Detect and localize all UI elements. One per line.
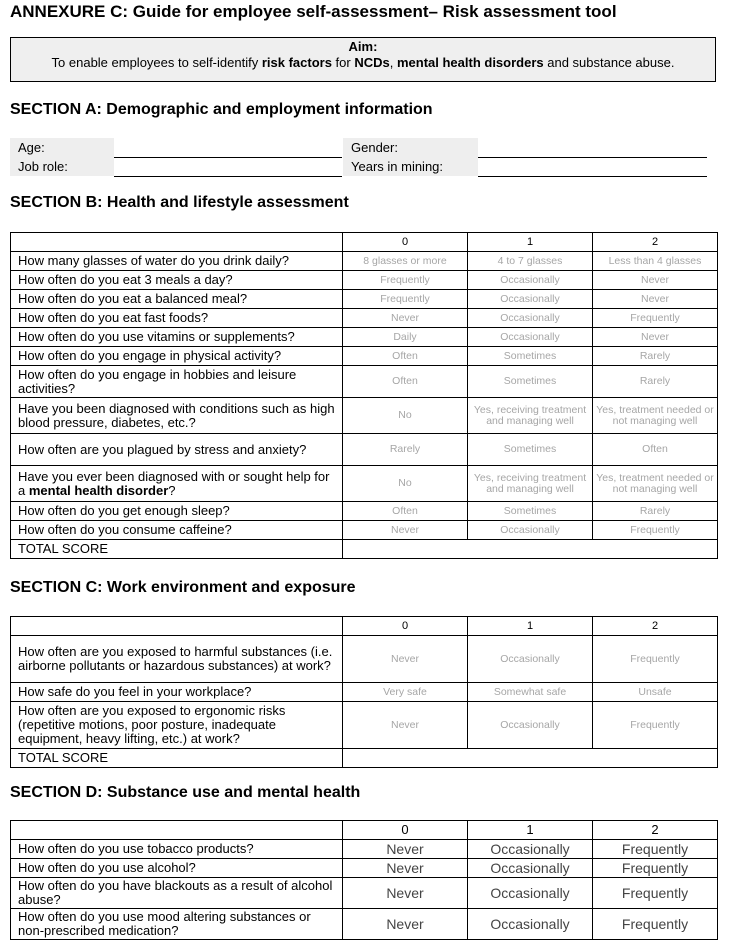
- aim-text: To enable employees to self-identify risk factors for NCDs, mental health disorders and substance abuse.: [51, 55, 675, 70]
- option-cell[interactable]: Sometimes: [468, 434, 593, 466]
- option-cell[interactable]: Occasionally: [468, 521, 593, 540]
- section-b-table: [10, 232, 718, 559]
- option-cell[interactable]: Yes, receiving treatment and managing well: [468, 398, 593, 434]
- section-c-table: [10, 616, 718, 768]
- table-row: [11, 502, 718, 521]
- option-cell[interactable]: Frequently: [593, 521, 718, 540]
- question-cell: How often are you exposed to harmful substances (i.e. airborne pollutants or hazardous substances) at work?: [11, 636, 343, 683]
- option-cell[interactable]: Occasionally: [468, 878, 593, 909]
- option-cell[interactable]: Yes, treatment needed or not managing well: [593, 466, 718, 502]
- question-cell: How often do you use vitamins or supplements?: [11, 328, 343, 347]
- option-cell[interactable]: Often: [343, 502, 468, 521]
- table-row: [11, 521, 718, 540]
- gender-field[interactable]: [478, 157, 707, 158]
- option-cell[interactable]: Frequently: [343, 271, 468, 290]
- table-row: [11, 859, 718, 878]
- section-c-heading: SECTION C: Work environment and exposure: [10, 579, 356, 596]
- question-cell: How often do you use mood altering substances or non-prescribed medication?: [11, 909, 343, 940]
- option-cell[interactable]: 8 glasses or more: [343, 252, 468, 271]
- table-row: [11, 290, 718, 309]
- option-cell[interactable]: Occasionally: [468, 840, 593, 859]
- option-cell[interactable]: Yes, treatment needed or not managing well: [593, 398, 718, 434]
- question-cell: How safe do you feel in your workplace?: [11, 683, 343, 702]
- option-cell[interactable]: 4 to 7 glasses: [468, 252, 593, 271]
- header-score-1: 1: [468, 233, 593, 252]
- option-cell[interactable]: Frequently: [593, 878, 718, 909]
- years-in-mining-label: Years in mining:: [343, 157, 478, 176]
- option-cell[interactable]: Daily: [343, 328, 468, 347]
- option-cell[interactable]: Very safe: [343, 683, 468, 702]
- section-a-heading: SECTION A: Demographic and employment information: [10, 101, 433, 118]
- table-row: [11, 702, 718, 749]
- table-header-row: [11, 233, 718, 252]
- option-cell[interactable]: Frequently: [593, 309, 718, 328]
- option-cell[interactable]: No: [343, 398, 468, 434]
- question-cell: How often do you eat 3 meals a day?: [11, 271, 343, 290]
- question-cell: How many glasses of water do you drink daily?: [11, 252, 343, 271]
- years-in-mining-field[interactable]: [478, 176, 707, 177]
- option-cell[interactable]: Sometimes: [468, 347, 593, 366]
- option-cell[interactable]: Occasionally: [468, 328, 593, 347]
- question-cell: How often do you eat fast foods?: [11, 309, 343, 328]
- total-score-label: TOTAL SCORE: [11, 540, 343, 559]
- job-role-label: Job role:: [10, 157, 114, 176]
- option-cell[interactable]: Frequently: [593, 909, 718, 940]
- header-score-2: 2: [593, 821, 718, 840]
- header-score-2: 2: [593, 233, 718, 252]
- total-score-label: TOTAL SCORE: [11, 749, 343, 768]
- header-blank: [11, 617, 343, 636]
- option-cell[interactable]: Sometimes: [468, 502, 593, 521]
- option-cell[interactable]: Rarely: [593, 347, 718, 366]
- option-cell[interactable]: Frequently: [593, 840, 718, 859]
- question-cell: Have you been diagnosed with conditions such as high blood pressure, diabetes, etc.?: [11, 398, 343, 434]
- question-cell: How often do you eat a balanced meal?: [11, 290, 343, 309]
- option-cell[interactable]: Often: [343, 366, 468, 398]
- header-score-0: 0: [343, 821, 468, 840]
- option-cell[interactable]: Never: [343, 521, 468, 540]
- table-row: [11, 636, 718, 683]
- option-cell[interactable]: Frequently: [593, 859, 718, 878]
- option-cell[interactable]: Never: [593, 290, 718, 309]
- option-cell[interactable]: Never: [343, 636, 468, 683]
- table-row: [11, 840, 718, 859]
- option-cell[interactable]: Rarely: [593, 502, 718, 521]
- table-row: [11, 366, 718, 398]
- age-field[interactable]: [114, 157, 342, 158]
- question-cell: How often do you use tobacco products?: [11, 840, 343, 859]
- option-cell[interactable]: Less than 4 glasses: [593, 252, 718, 271]
- option-cell[interactable]: Occasionally: [468, 290, 593, 309]
- question-cell: How often do you have blackouts as a result of alcohol abuse?: [11, 878, 343, 909]
- table-row: [11, 309, 718, 328]
- page-title: ANNEXURE C: Guide for employee self-assessment– Risk assessment tool: [10, 2, 617, 21]
- option-cell[interactable]: No: [343, 466, 468, 502]
- table-row: [11, 398, 718, 434]
- table-row: [11, 466, 718, 502]
- aim-heading: Aim:: [348, 39, 378, 54]
- option-cell[interactable]: Frequently: [593, 702, 718, 749]
- option-cell[interactable]: Unsafe: [593, 683, 718, 702]
- option-cell[interactable]: Never: [343, 840, 468, 859]
- header-score-0: 0: [343, 233, 468, 252]
- section-b-heading: SECTION B: Health and lifestyle assessment: [10, 194, 349, 211]
- option-cell[interactable]: Somewhat safe: [468, 683, 593, 702]
- option-cell[interactable]: Rarely: [343, 434, 468, 466]
- table-row: [11, 271, 718, 290]
- gender-label: Gender:: [343, 138, 478, 157]
- option-cell[interactable]: Occasionally: [468, 859, 593, 878]
- option-cell[interactable]: Occasionally: [468, 271, 593, 290]
- option-cell[interactable]: Never: [343, 909, 468, 940]
- option-cell[interactable]: Often: [343, 347, 468, 366]
- option-cell[interactable]: Occasionally: [468, 909, 593, 940]
- table-row: [11, 347, 718, 366]
- option-cell[interactable]: Never: [593, 328, 718, 347]
- table-row: [11, 878, 718, 909]
- header-score-0: 0: [343, 617, 468, 636]
- option-cell[interactable]: Never: [343, 309, 468, 328]
- total-score-row: [11, 749, 718, 768]
- header-score-2: 2: [593, 617, 718, 636]
- header-blank: [11, 233, 343, 252]
- question-cell: How often do you consume caffeine?: [11, 521, 343, 540]
- option-cell[interactable]: Often: [593, 434, 718, 466]
- total-score-cell[interactable]: [343, 540, 718, 559]
- option-cell[interactable]: Frequently: [593, 636, 718, 683]
- header-score-1: 1: [468, 617, 593, 636]
- question-cell: How often are you plagued by stress and anxiety?: [11, 434, 343, 466]
- option-cell[interactable]: Occasionally: [468, 309, 593, 328]
- aim-box: [10, 37, 716, 82]
- option-cell[interactable]: Never: [343, 702, 468, 749]
- question-cell: How often are you exposed to ergonomic risks (repetitive motions, poor posture, inadequate equipment, heavy lifting, etc.) at work?: [11, 702, 343, 749]
- option-cell[interactable]: Never: [593, 271, 718, 290]
- job-role-field[interactable]: [114, 176, 342, 177]
- table-header-row: [11, 821, 718, 840]
- question-cell: How often do you engage in hobbies and leisure activities?: [11, 366, 343, 398]
- option-cell[interactable]: Yes, receiving treatment and managing well: [468, 466, 593, 502]
- table-row: [11, 328, 718, 347]
- option-cell[interactable]: Occasionally: [468, 702, 593, 749]
- option-cell[interactable]: Sometimes: [468, 366, 593, 398]
- table-row: [11, 909, 718, 940]
- table-row: [11, 252, 718, 271]
- age-label: Age:: [10, 138, 114, 157]
- total-score-cell[interactable]: [343, 749, 718, 768]
- option-cell[interactable]: Rarely: [593, 366, 718, 398]
- question-cell: How often do you get enough sleep?: [11, 502, 343, 521]
- total-score-row: [11, 540, 718, 559]
- option-cell[interactable]: Occasionally: [468, 636, 593, 683]
- option-cell[interactable]: Never: [343, 878, 468, 909]
- option-cell[interactable]: Frequently: [343, 290, 468, 309]
- table-row: [11, 434, 718, 466]
- question-cell: How often do you use alcohol?: [11, 859, 343, 878]
- header-score-1: 1: [468, 821, 593, 840]
- header-blank: [11, 821, 343, 840]
- option-cell[interactable]: Never: [343, 859, 468, 878]
- question-cell: How often do you engage in physical activity?: [11, 347, 343, 366]
- question-cell: Have you ever been diagnosed with or sought help for a mental health disorder?: [11, 466, 343, 502]
- table-row: [11, 683, 718, 702]
- section-d-heading: SECTION D: Substance use and mental health: [10, 784, 361, 801]
- table-header-row: [11, 617, 718, 636]
- section-d-table: [10, 820, 718, 940]
